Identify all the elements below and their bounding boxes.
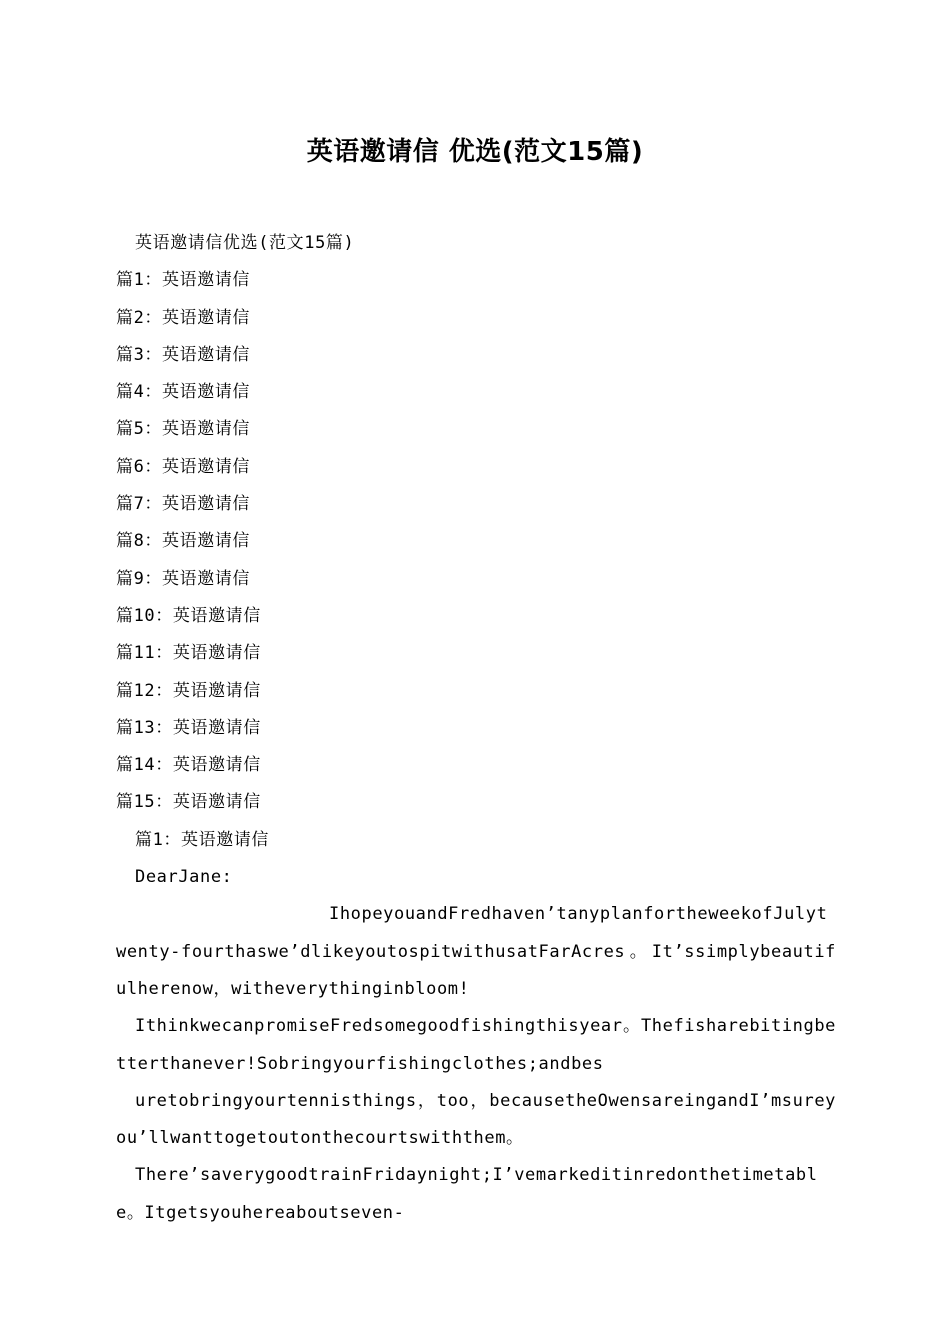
toc-item: 篇10：英语邀请信	[116, 605, 261, 626]
toc-item: 篇8：英语邀请信	[116, 531, 251, 552]
toc-item: 篇14：英语邀请信	[116, 755, 261, 776]
document-subtitle: 英语邀请信优选(范文15篇)	[135, 233, 355, 253]
toc-item: 篇12：英语邀请信	[116, 680, 261, 701]
toc-item: 篇4：英语邀请信	[116, 382, 251, 403]
toc-item: 篇13：英语邀请信	[116, 717, 261, 738]
letter-paragraph: IhopeyouandFredhaven’tanyplanfortheweekofJulytwenty-fourthaswe’dlikeyoutospitwithusatFarAcres。It’ssimplybeautifulherenow，witheverythinginbloom!	[116, 904, 836, 999]
table-of-contents	[116, 262, 836, 821]
toc-item: 篇9：英语邀请信	[116, 568, 251, 589]
toc-item: 篇7：英语邀请信	[116, 494, 251, 515]
toc-item: 篇1：英语邀请信	[116, 270, 251, 291]
toc-item: 篇5：英语邀请信	[116, 419, 251, 440]
toc-item: 篇2：英语邀请信	[116, 307, 251, 328]
toc-item: 篇15：英语邀请信	[116, 792, 261, 813]
toc-item: 篇3：英语邀请信	[116, 344, 251, 365]
letter-salutation: DearJane:	[135, 867, 233, 888]
document-body	[116, 225, 836, 1232]
section-heading: 篇1：英语邀请信	[135, 829, 270, 850]
letter-paragraph: IthinkwecanpromiseFredsomegoodfishingthisyear。Thefisharebitingbetterthanever!Sobringyourfishingclothes;andbes	[116, 1016, 836, 1074]
toc-item: 篇6：英语邀请信	[116, 456, 251, 477]
toc-item: 篇11：英语邀请信	[116, 643, 261, 664]
letter-paragraph: There’saverygoodtrainFridaynight;I’vemarkeditinredonthetimetable。Itgetsyouhereaboutseven-	[116, 1165, 818, 1223]
document-title: 英语邀请信 优选(范文15篇)	[306, 137, 644, 167]
letter-paragraph: uretobringyourtennisthings，too，becausetheOwensareingandI’msureyou’llwanttogetoutonthecourtswiththem。	[116, 1090, 836, 1149]
